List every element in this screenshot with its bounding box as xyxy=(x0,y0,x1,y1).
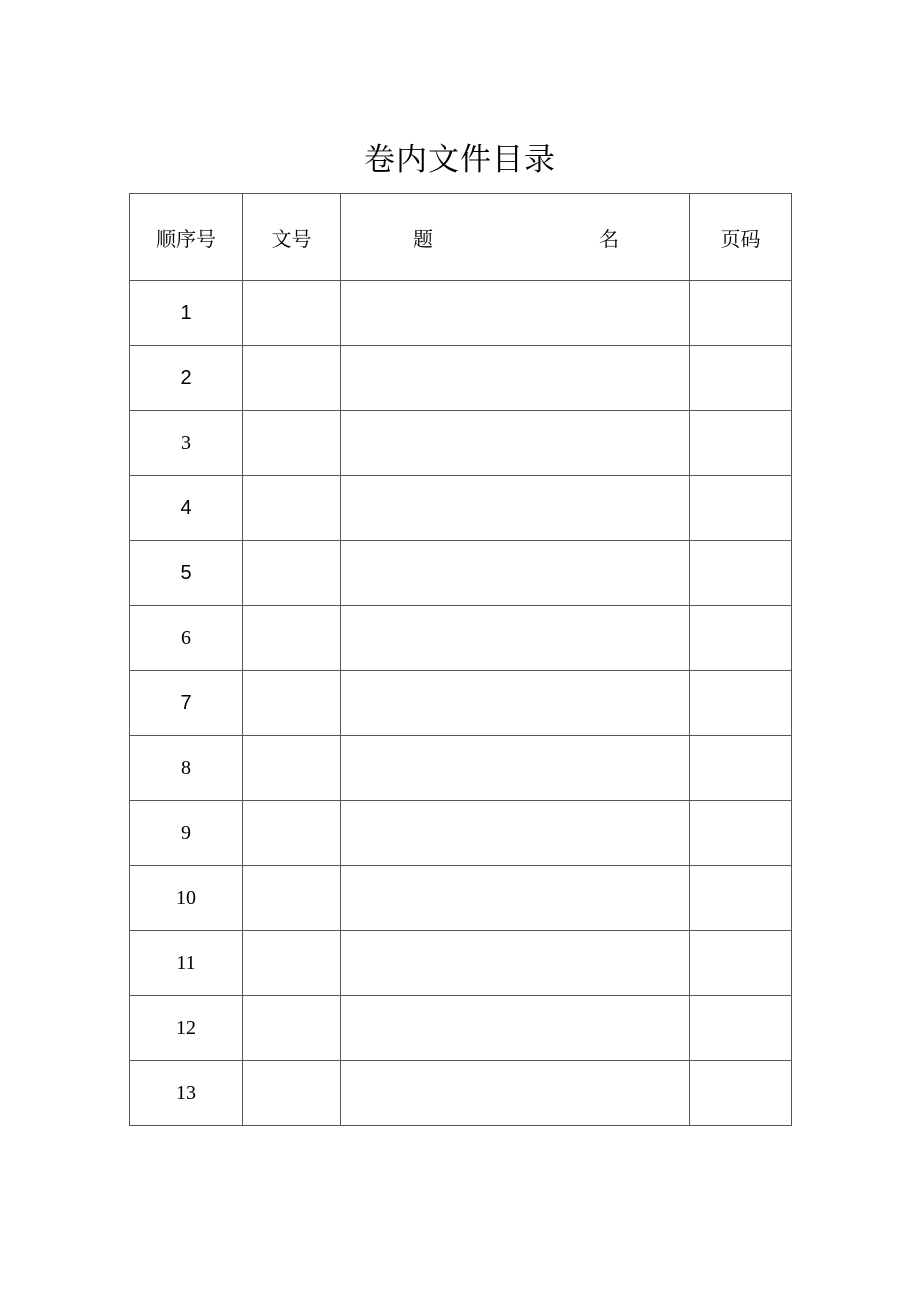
title-cell xyxy=(341,411,690,476)
page-cell xyxy=(690,736,792,801)
seq-number: 11 xyxy=(176,951,196,974)
table-row xyxy=(130,476,792,541)
seq-number: 2 xyxy=(180,366,192,389)
title-cell xyxy=(341,671,690,736)
seq-cell xyxy=(130,476,243,541)
seq-number: 4 xyxy=(180,496,192,519)
table-row xyxy=(130,411,792,476)
seq-cell xyxy=(130,541,243,606)
doc-no-cell xyxy=(243,281,341,346)
seq-number: 9 xyxy=(181,821,191,844)
header-title-right: 名 xyxy=(599,226,619,251)
page-cell xyxy=(690,996,792,1061)
doc-no-cell xyxy=(243,801,341,866)
page-cell xyxy=(690,671,792,736)
page-cell xyxy=(690,801,792,866)
seq-cell xyxy=(130,801,243,866)
page-cell xyxy=(690,411,792,476)
seq-cell xyxy=(130,606,243,671)
seq-cell xyxy=(130,281,243,346)
title-cell xyxy=(341,476,690,541)
doc-no-cell xyxy=(243,866,341,931)
doc-no-cell xyxy=(243,346,341,411)
table-row xyxy=(130,606,792,671)
table-row xyxy=(130,1061,792,1126)
header-row xyxy=(130,194,792,281)
title-cell xyxy=(341,281,690,346)
header-title xyxy=(341,194,690,281)
table-row xyxy=(130,931,792,996)
page-cell xyxy=(690,606,792,671)
header-seq: 顺序号 xyxy=(130,194,243,281)
doc-no-cell xyxy=(243,1061,341,1126)
doc-no-cell xyxy=(243,411,341,476)
doc-no-cell xyxy=(243,931,341,996)
seq-number: 7 xyxy=(180,691,192,714)
table-row xyxy=(130,866,792,931)
table-row xyxy=(130,346,792,411)
seq-number: 8 xyxy=(181,756,191,779)
title-cell xyxy=(341,1061,690,1126)
table-row xyxy=(130,801,792,866)
title-cell xyxy=(341,931,690,996)
table-row xyxy=(130,541,792,606)
page-cell xyxy=(690,476,792,541)
doc-no-cell xyxy=(243,476,341,541)
table-row xyxy=(130,671,792,736)
header-title-left: 题 xyxy=(413,226,433,251)
seq-number: 13 xyxy=(176,1081,196,1104)
doc-no-cell xyxy=(243,541,341,606)
catalog-table xyxy=(129,193,792,1126)
seq-cell xyxy=(130,671,243,736)
page-cell xyxy=(690,541,792,606)
seq-number: 10 xyxy=(176,886,196,909)
table-row xyxy=(130,996,792,1061)
table-row xyxy=(130,281,792,346)
seq-number: 3 xyxy=(181,431,191,454)
table-body xyxy=(130,281,792,1126)
page-cell xyxy=(690,346,792,411)
header-doc-no: 文号 xyxy=(243,194,341,281)
title-cell xyxy=(341,541,690,606)
seq-cell xyxy=(130,1061,243,1126)
table-header xyxy=(130,194,792,281)
header-page: 页码 xyxy=(690,194,792,281)
seq-cell xyxy=(130,736,243,801)
seq-cell xyxy=(130,866,243,931)
page-cell xyxy=(690,1061,792,1126)
seq-number: 1 xyxy=(180,301,192,324)
seq-number: 5 xyxy=(180,561,192,584)
seq-cell xyxy=(130,996,243,1061)
page-title: 卷内文件目录 xyxy=(364,142,556,178)
title-cell xyxy=(341,866,690,931)
table-row xyxy=(130,736,792,801)
title-cell xyxy=(341,801,690,866)
title-cell xyxy=(341,736,690,801)
seq-cell xyxy=(130,346,243,411)
page-cell xyxy=(690,281,792,346)
seq-number: 12 xyxy=(176,1016,196,1039)
doc-no-cell xyxy=(243,671,341,736)
title-cell xyxy=(341,346,690,411)
title-cell xyxy=(341,996,690,1061)
doc-no-cell xyxy=(243,736,341,801)
page-cell xyxy=(690,866,792,931)
seq-number: 6 xyxy=(181,626,191,649)
seq-cell xyxy=(130,411,243,476)
seq-cell xyxy=(130,931,243,996)
doc-no-cell xyxy=(243,996,341,1061)
title-cell xyxy=(341,606,690,671)
page-cell xyxy=(690,931,792,996)
doc-no-cell xyxy=(243,606,341,671)
